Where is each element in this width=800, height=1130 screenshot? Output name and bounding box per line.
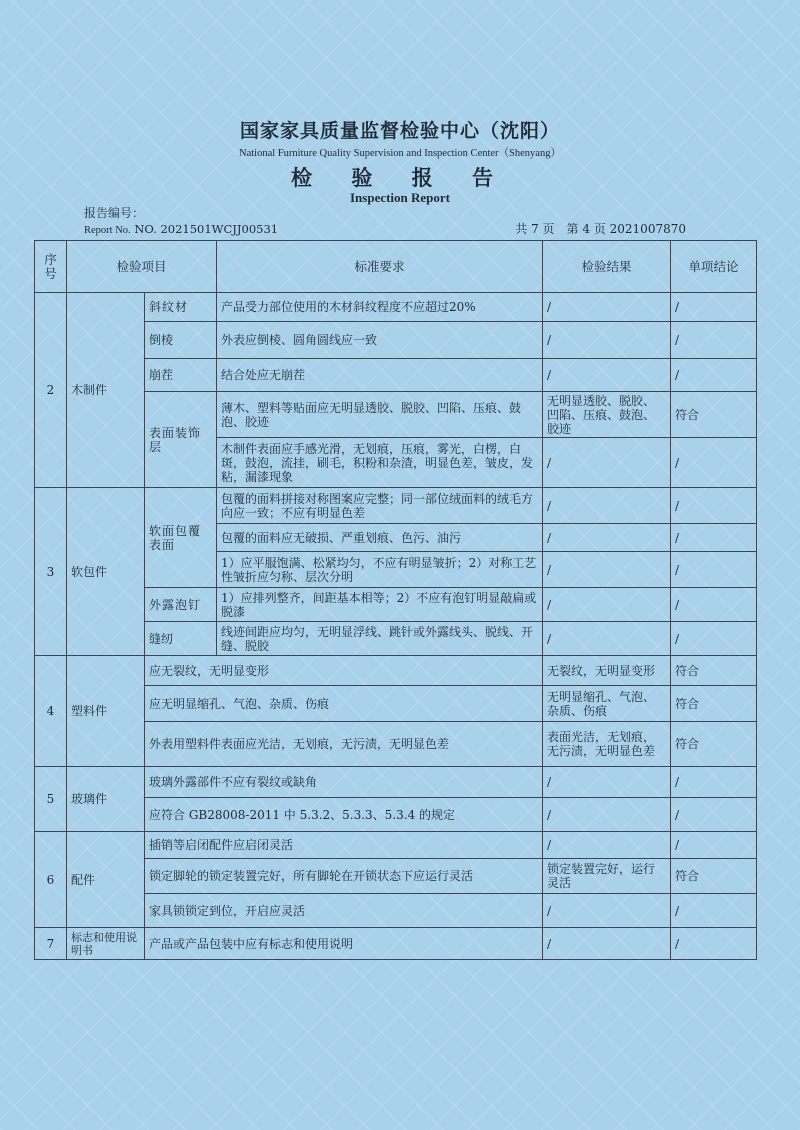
table-row — [35, 832, 757, 859]
result-cell: / — [543, 322, 671, 359]
standard-cell: 包覆的面料拼接对称图案应完整；同一部位绒面料的绒毛方向应一致；不应有明显色差 — [217, 488, 543, 524]
seq-cell: 7 — [35, 928, 67, 960]
category-cell: 软包件 — [67, 488, 145, 656]
table-row — [35, 928, 757, 960]
seq-cell: 6 — [35, 832, 67, 928]
conclusion-cell: / — [671, 322, 757, 359]
standard-cell: 线迹间距应均匀，无明显浮线、跳针或外露线头、脱线、开缝、脱胶 — [217, 622, 543, 656]
conclusion-cell: 符合 — [671, 722, 757, 767]
subitem-cell: 软面包覆表面 — [145, 488, 217, 588]
conclusion-cell: / — [671, 798, 757, 832]
result-cell: / — [543, 293, 671, 322]
conclusion-cell: / — [671, 359, 757, 392]
standard-cell: 插销等启闭配件应启闭灵活 — [145, 832, 543, 859]
conclusion-cell: 符合 — [671, 686, 757, 722]
conclusion-cell: / — [671, 588, 757, 622]
subitem-cell: 外露泡钉 — [145, 588, 217, 622]
conclusion-cell: / — [671, 524, 757, 552]
report-no-value: NO. 2021501WCJJ00531 — [134, 222, 279, 236]
standard-cell: 外表用塑料件表面应光洁，无划痕，无污渍，无明显色差 — [145, 722, 543, 767]
report-title-en: Inspection Report — [349, 190, 451, 205]
table-header-row — [35, 241, 757, 293]
standard-cell: 结合处应无崩茬 — [217, 359, 543, 392]
subitem-cell: 表面装饰层 — [145, 392, 217, 488]
inspection-table — [34, 240, 757, 960]
header-seq: 序号 — [35, 241, 67, 293]
category-cell: 配件 — [67, 832, 145, 928]
conclusion-cell: 符合 — [671, 656, 757, 686]
standard-cell: 薄木、塑料等贴面应无明显透胶、脱胶、凹陷、压痕、鼓泡、胶迹 — [217, 392, 543, 438]
result-cell: 无明显缩孔、气泡、杂质、伤痕 — [543, 686, 671, 722]
table-row — [35, 656, 757, 686]
standard-cell: 锁定脚轮的锁定装置完好，所有脚轮在开锁状态下应运行灵活 — [145, 859, 543, 894]
report-no-label-en: Report No. — [84, 225, 131, 236]
conclusion-cell: / — [671, 293, 757, 322]
header-conclusion: 单项结论 — [671, 241, 757, 293]
result-cell: / — [543, 894, 671, 928]
result-cell: / — [543, 552, 671, 588]
result-cell: / — [543, 928, 671, 960]
standard-cell: 产品受力部位使用的木材斜纹程度不应超过20% — [217, 293, 543, 322]
header-item: 检验项目 — [67, 241, 217, 293]
standard-cell: 玻璃外露部件不应有裂纹或缺角 — [145, 767, 543, 798]
standard-cell: 外表应倒棱、圆角圆线应一致 — [217, 322, 543, 359]
result-cell: 锁定装置完好，运行灵活 — [543, 859, 671, 894]
table-row — [35, 767, 757, 798]
conclusion-cell: / — [671, 438, 757, 488]
standard-cell: 家具锁锁定到位，开启应灵活 — [145, 894, 543, 928]
header-standard: 标准要求 — [217, 241, 543, 293]
conclusion-cell: / — [671, 928, 757, 960]
category-cell: 塑料件 — [67, 656, 145, 767]
seq-cell: 4 — [35, 656, 67, 767]
result-cell: / — [543, 622, 671, 656]
conclusion-cell: / — [671, 832, 757, 859]
result-cell: / — [543, 438, 671, 488]
seq-cell: 3 — [35, 488, 67, 656]
conclusion-cell: / — [671, 552, 757, 588]
result-cell: / — [543, 588, 671, 622]
subitem-cell: 斜纹材 — [145, 293, 217, 322]
conclusion-cell: / — [671, 767, 757, 798]
standard-cell: 应符合 GB28008-2011 中 5.3.2、5.3.3、5.3.4 的规定 — [145, 798, 543, 832]
seq-cell: 2 — [35, 293, 67, 488]
standard-cell: 木制件表面应手感光滑，无划痕，压痕，雾光，白楞，白斑，鼓泡，流挂，刷毛，积粉和杂渣，明显色差，皱皮，发粘，漏漆现象 — [217, 438, 543, 488]
conclusion-cell: 符合 — [671, 392, 757, 438]
table-row — [35, 293, 757, 322]
report-no-line — [84, 222, 278, 236]
standard-cell: 包覆的面料应无破损、严重划痕、色污、油污 — [217, 524, 543, 552]
result-cell: / — [543, 359, 671, 392]
category-cell: 木制件 — [67, 293, 145, 488]
result-cell: 表面光洁，无划痕，无污渍，无明显色差 — [543, 722, 671, 767]
result-cell: / — [543, 798, 671, 832]
subitem-cell: 倒棱 — [145, 322, 217, 359]
header-result: 检验结果 — [543, 241, 671, 293]
result-cell: / — [543, 767, 671, 798]
table-row — [35, 488, 757, 524]
subitem-cell: 缝纫 — [145, 622, 217, 656]
standard-cell: 应无明显缩孔、气泡、杂质、伤痕 — [145, 686, 543, 722]
report-no-label-cn: 报告编号： — [84, 206, 145, 220]
standard-cell: 产品或产品包装中应有标志和使用说明 — [145, 928, 543, 960]
conclusion-cell: / — [671, 488, 757, 524]
category-cell: 玻璃件 — [67, 767, 145, 832]
result-cell: 无明显透胶、脱胶、凹陷、压痕、鼓泡、胶迹 — [543, 392, 671, 438]
conclusion-cell: / — [671, 894, 757, 928]
center-title-en: National Furniture Quality Supervision and Inspection Center（Shenyang） — [239, 148, 561, 159]
subitem-cell: 崩茬 — [145, 359, 217, 392]
result-cell: / — [543, 488, 671, 524]
result-cell: / — [543, 832, 671, 859]
standard-cell: 1）应排列整齐，间距基本相等；2）不应有泡钉明显敲扁或脱漆 — [217, 588, 543, 622]
result-cell: 无裂纹，无明显变形 — [543, 656, 671, 686]
seq-cell: 5 — [35, 767, 67, 832]
result-cell: / — [543, 524, 671, 552]
conclusion-cell: / — [671, 622, 757, 656]
center-title-cn: 国家家具质量监督检验中心（沈阳） — [239, 120, 560, 142]
standard-cell: 应无裂纹，无明显变形 — [145, 656, 543, 686]
report-header — [0, 116, 800, 206]
report-title-cn: 检 验 报 告 — [291, 166, 509, 190]
category-cell: 标志和使用说明书 — [67, 928, 145, 960]
page-count: 共 7 页 第 4 页 2021007870 — [515, 222, 686, 236]
conclusion-cell: 符合 — [671, 859, 757, 894]
standard-cell: 1）应平服饱满、松紧均匀，不应有明显皱折；2）对称工艺性皱折应匀称、层次分明 — [217, 552, 543, 588]
